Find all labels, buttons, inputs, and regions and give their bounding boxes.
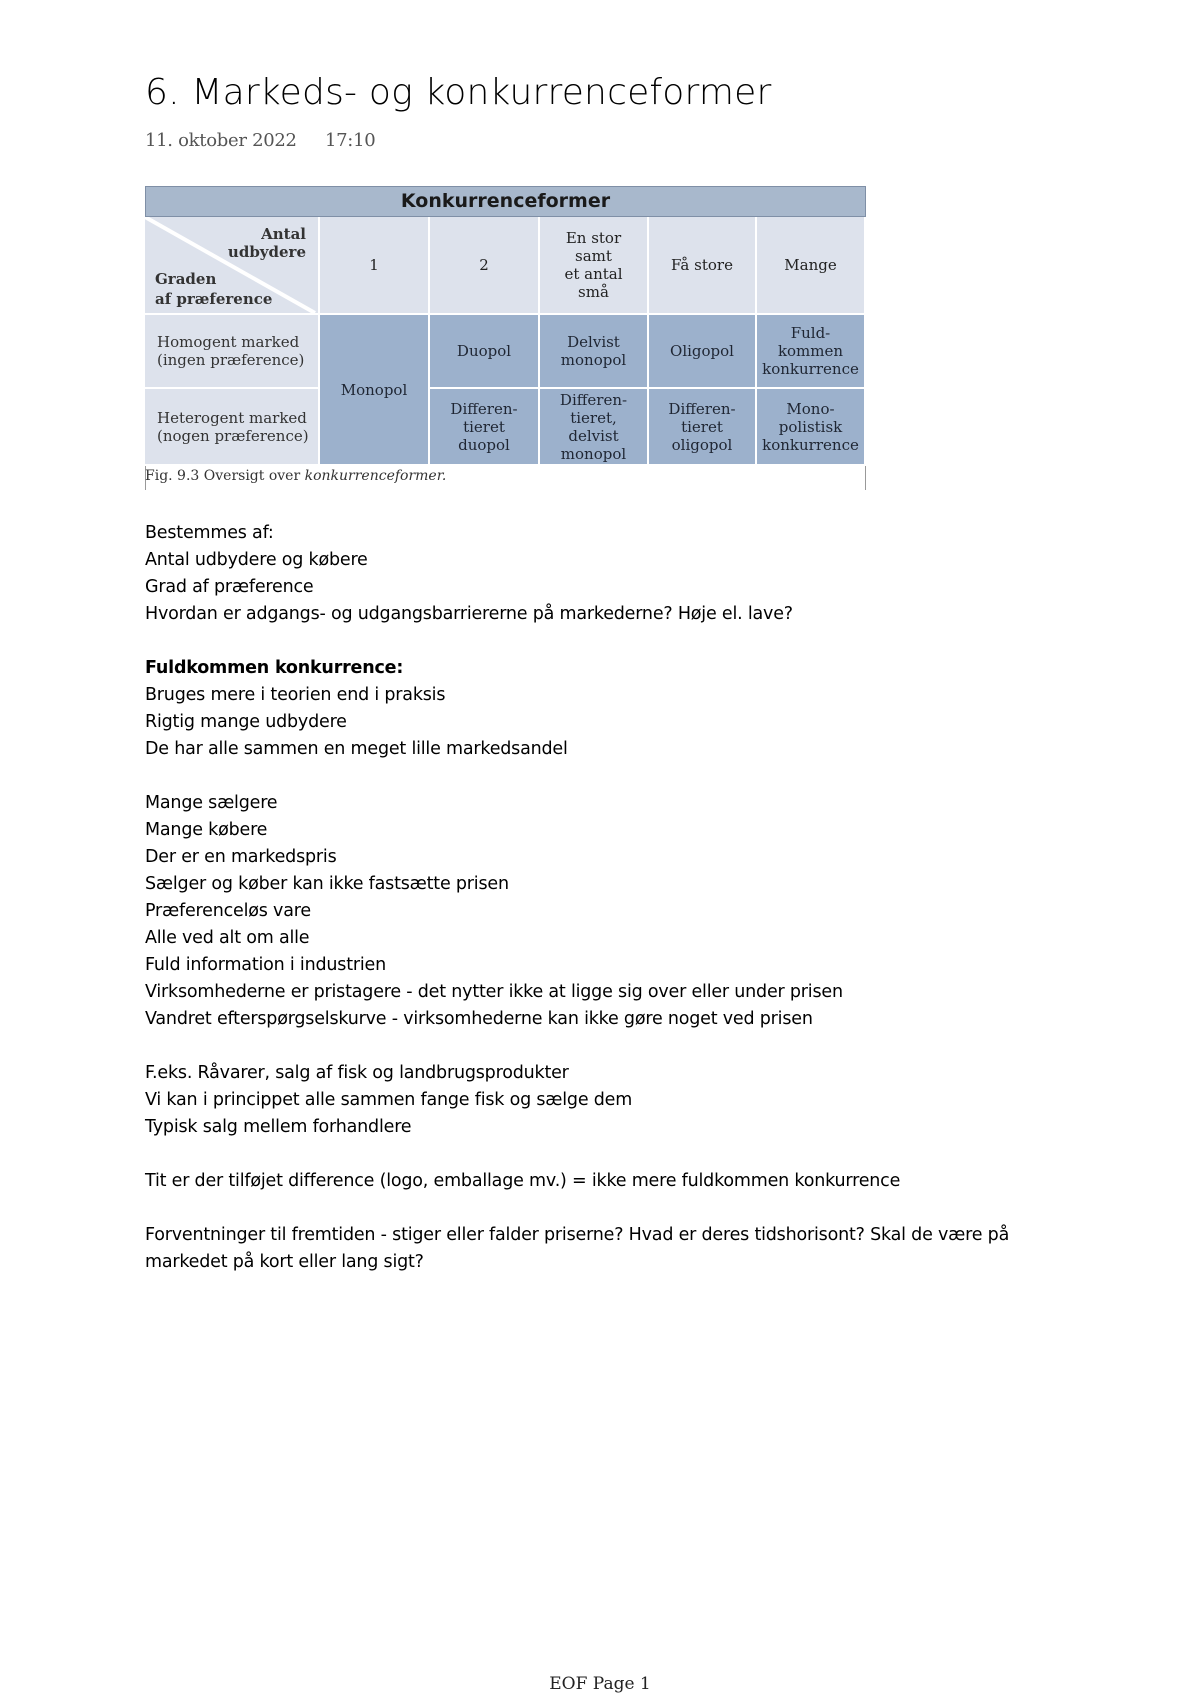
text-line: Mange købere xyxy=(145,820,268,840)
text-line: Hvordan er adgangs- og udgangsbarriererne på markederne? Høje el. lave? xyxy=(145,604,793,624)
text-line: Virksomhederne er pristagere - det nytter ikke at ligge sig over eller under prisen xyxy=(145,982,843,1002)
corner-bottom-label: Graden af præference xyxy=(155,270,273,308)
column-header: Mange xyxy=(757,217,866,315)
table-cell: Differen- tieret, delvist monopol xyxy=(540,389,649,466)
monopol-cell: Monopol xyxy=(320,315,430,466)
spacer xyxy=(145,763,1075,790)
text-line: Rigtig mange udbydere xyxy=(145,712,347,732)
text-line: Der er en markedspris xyxy=(145,847,337,867)
table-cell: Fuld- kommen konkurrence xyxy=(757,315,866,389)
text-line: Grad af præference xyxy=(145,577,314,597)
corner-cell xyxy=(145,217,320,315)
page-footer: EOF Page 1 xyxy=(549,1674,651,1694)
table-cell: Duopol xyxy=(430,315,540,389)
competition-forms-table xyxy=(145,217,866,466)
spacer xyxy=(145,1141,1075,1168)
column-header: Få store xyxy=(649,217,757,315)
column-header: 2 xyxy=(430,217,540,315)
page-title: 6. Markeds- og konkurrenceformer xyxy=(145,72,772,113)
table-cell: Delvist monopol xyxy=(540,315,649,389)
column-header: 1 xyxy=(320,217,430,315)
figure-caption xyxy=(145,468,446,484)
corner-top-label: Antal udbydere xyxy=(227,225,306,261)
note-date: 11. oktober 2022 xyxy=(145,130,297,151)
spacer xyxy=(145,628,1075,655)
figure-title: Konkurrenceformer xyxy=(145,186,866,217)
text-line: Bruges mere i teorien end i praksis xyxy=(145,685,446,705)
text-paragraph: Forventninger til fremtiden - stiger eller falder priserne? Hvad er deres tidshorisont? Skal de være på markedet på kort eller lang sigt? xyxy=(145,1225,1010,1272)
table-cell: Mono- polistisk konkurrence xyxy=(757,389,866,466)
competition-forms-figure xyxy=(145,186,867,490)
text-line: Bestemmes af: xyxy=(145,523,274,543)
text-line: De har alle sammen en meget lille markedsandel xyxy=(145,739,568,759)
note-body xyxy=(145,520,1075,1276)
note-time: 17:10 xyxy=(325,130,376,151)
table-cell: Differen- tieret oligopol xyxy=(649,389,757,466)
column-header: En stor samt et antal små xyxy=(540,217,649,315)
text-line: Vandret efterspørgselskurve - virksomhederne kan ikke gøre noget ved prisen xyxy=(145,1009,813,1029)
text-line: Typisk salg mellem forhandlere xyxy=(145,1117,412,1137)
spacer xyxy=(145,1195,1075,1222)
caption-prefix: Fig. 9.3 Oversigt over xyxy=(145,468,305,484)
text-line: Alle ved alt om alle xyxy=(145,928,310,948)
row-header: Homogent marked (ingen præference) xyxy=(145,315,320,389)
text-line: Tit er der tilføjet difference (logo, emballage mv.) = ikke mere fuldkommen konkurrence xyxy=(145,1171,901,1191)
table-cell: Differen- tieret duopol xyxy=(430,389,540,466)
text-line: Vi kan i princippet alle sammen fange fisk og sælge dem xyxy=(145,1090,633,1110)
row-header: Heterogent marked (nogen præference) xyxy=(145,389,320,466)
figure-right-border xyxy=(865,466,866,490)
text-line: Fuld information i industrien xyxy=(145,955,386,975)
text-line: Antal udbydere og købere xyxy=(145,550,368,570)
text-line: F.eks. Råvarer, salg af fisk og landbrugsprodukter xyxy=(145,1063,569,1083)
caption-italic: konkurrenceformer. xyxy=(304,468,447,484)
table-cell: Oligopol xyxy=(649,315,757,389)
section-heading: Fuldkommen konkurrence: xyxy=(145,658,404,678)
text-line: Præferenceløs vare xyxy=(145,901,311,921)
text-line: Sælger og køber kan ikke fastsætte prisen xyxy=(145,874,509,894)
text-line: Mange sælgere xyxy=(145,793,278,813)
spacer xyxy=(145,1033,1075,1060)
